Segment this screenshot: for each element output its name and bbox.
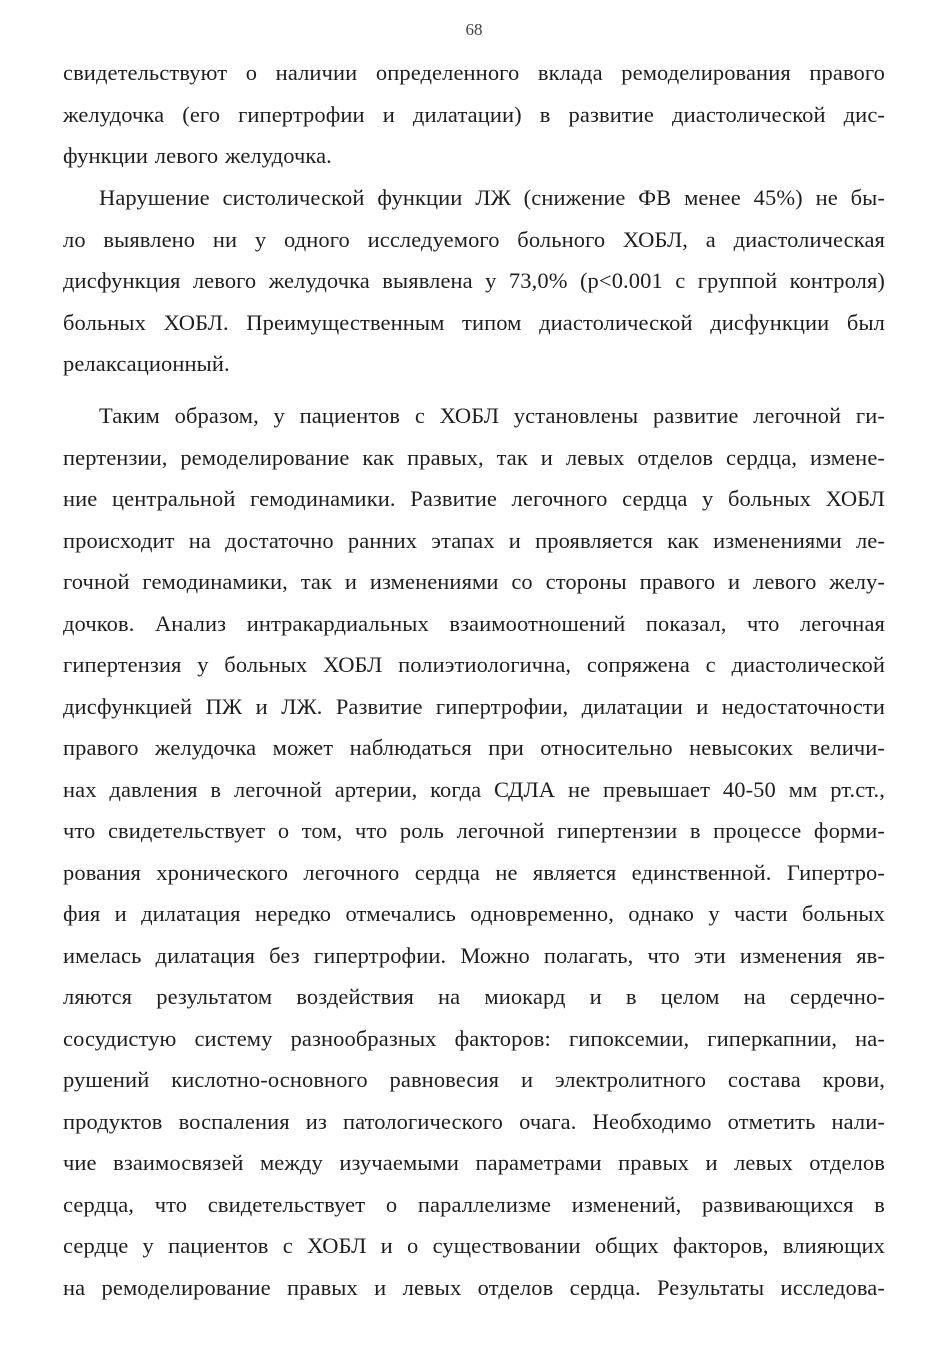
text-line: гипертензия у больных ХОБЛ полиэтиологична, сопряжена с диастолической <box>63 652 885 677</box>
text-line: Таким образом, у пациентов с ХОБЛ установлены развитие легочной ги- <box>99 403 885 428</box>
text-line: что свидетельствует о том, что роль легочной гипертензии в процессе форми- <box>63 818 885 843</box>
text-line: Нарушение систолической функции ЛЖ (снижение ФВ менее 45%) не бы- <box>99 185 885 210</box>
text-line: функции левого желудочка. <box>63 143 332 168</box>
text-line: сосудистую систему разнообразных факторов: гипоксемии, гиперкапнии, на- <box>63 1025 885 1051</box>
text-line: происходит на достаточно ранних этапах и проявляется как изменениями ле- <box>63 527 885 553</box>
text-line: рушений кислотно-основного равновесия и электролитного состава крови, <box>63 1067 885 1092</box>
text-line: рования хронического легочного сердца не является единственной. Гипертро- <box>63 859 885 885</box>
text-line: дочков. Анализ интракардиальных взаимоотношений показал, что легочная <box>63 610 885 636</box>
text-line: релаксационный. <box>63 351 230 376</box>
text-line: желудочка (его гипертрофии и дилатации) в развитие диастолической дис- <box>63 101 885 127</box>
text-line: гочной гемодинамики, так и изменениями со стороны правого и левого желу- <box>63 569 885 594</box>
text-line: ляются результатом воздействия на миокард и в целом на сердечно- <box>63 984 885 1009</box>
text-line: на ремоделирование правых и левых отделов сердца. Результаты исследова- <box>63 1274 885 1300</box>
paragraph-3 <box>63 395 885 1308</box>
text-line: свидетельствуют о наличии определенного вклада ремоделирования правого <box>63 60 885 85</box>
text-line: имелась дилатация без гипертрофии. Можно полагать, что эти изменения яв- <box>63 942 885 968</box>
text-line: ло выявлено ни у одного исследуемого больного ХОБЛ, а диастолическая <box>63 226 885 252</box>
text-line: правого желудочка может наблюдаться при относительно невысоких величи- <box>63 735 885 760</box>
text-line: дисфункцией ПЖ и ЛЖ. Развитие гипертрофии, дилатации и недостаточности <box>63 693 885 719</box>
text-line: сердца, что свидетельствует о параллелизме изменений, развивающихся в <box>63 1191 885 1217</box>
text-line: чие взаимосвязей между изучаемыми параметрами правых и левых отделов <box>63 1150 885 1175</box>
text-line: ние центральной гемодинамики. Развитие легочного сердца у больных ХОБЛ <box>63 486 885 511</box>
text-line: продуктов воспаления из патологического очага. Необходимо отметить нали- <box>63 1108 885 1134</box>
text-line: пертензии, ремоделирование как правых, так и левых отделов сердца, измене- <box>63 444 885 470</box>
paragraph-2 <box>63 177 885 385</box>
page-number: 68 <box>465 20 483 39</box>
text-line: сердце у пациентов с ХОБЛ и о существовании общих факторов, влияющих <box>63 1233 885 1258</box>
text-line: больных ХОБЛ. Преимущественным типом диастолической дисфункции был <box>63 309 885 335</box>
text-line: фия и дилатация нередко отмечались одновременно, однако у части больных <box>63 901 885 926</box>
text-line: дисфункция левого желудочка выявлена у 73,0% (р<0.001 с группой контроля) <box>63 268 885 293</box>
paragraph-1 <box>63 52 885 177</box>
text-line: нах давления в легочной артерии, когда СДЛА не превышает 40-50 мм рт.ст., <box>63 776 885 802</box>
